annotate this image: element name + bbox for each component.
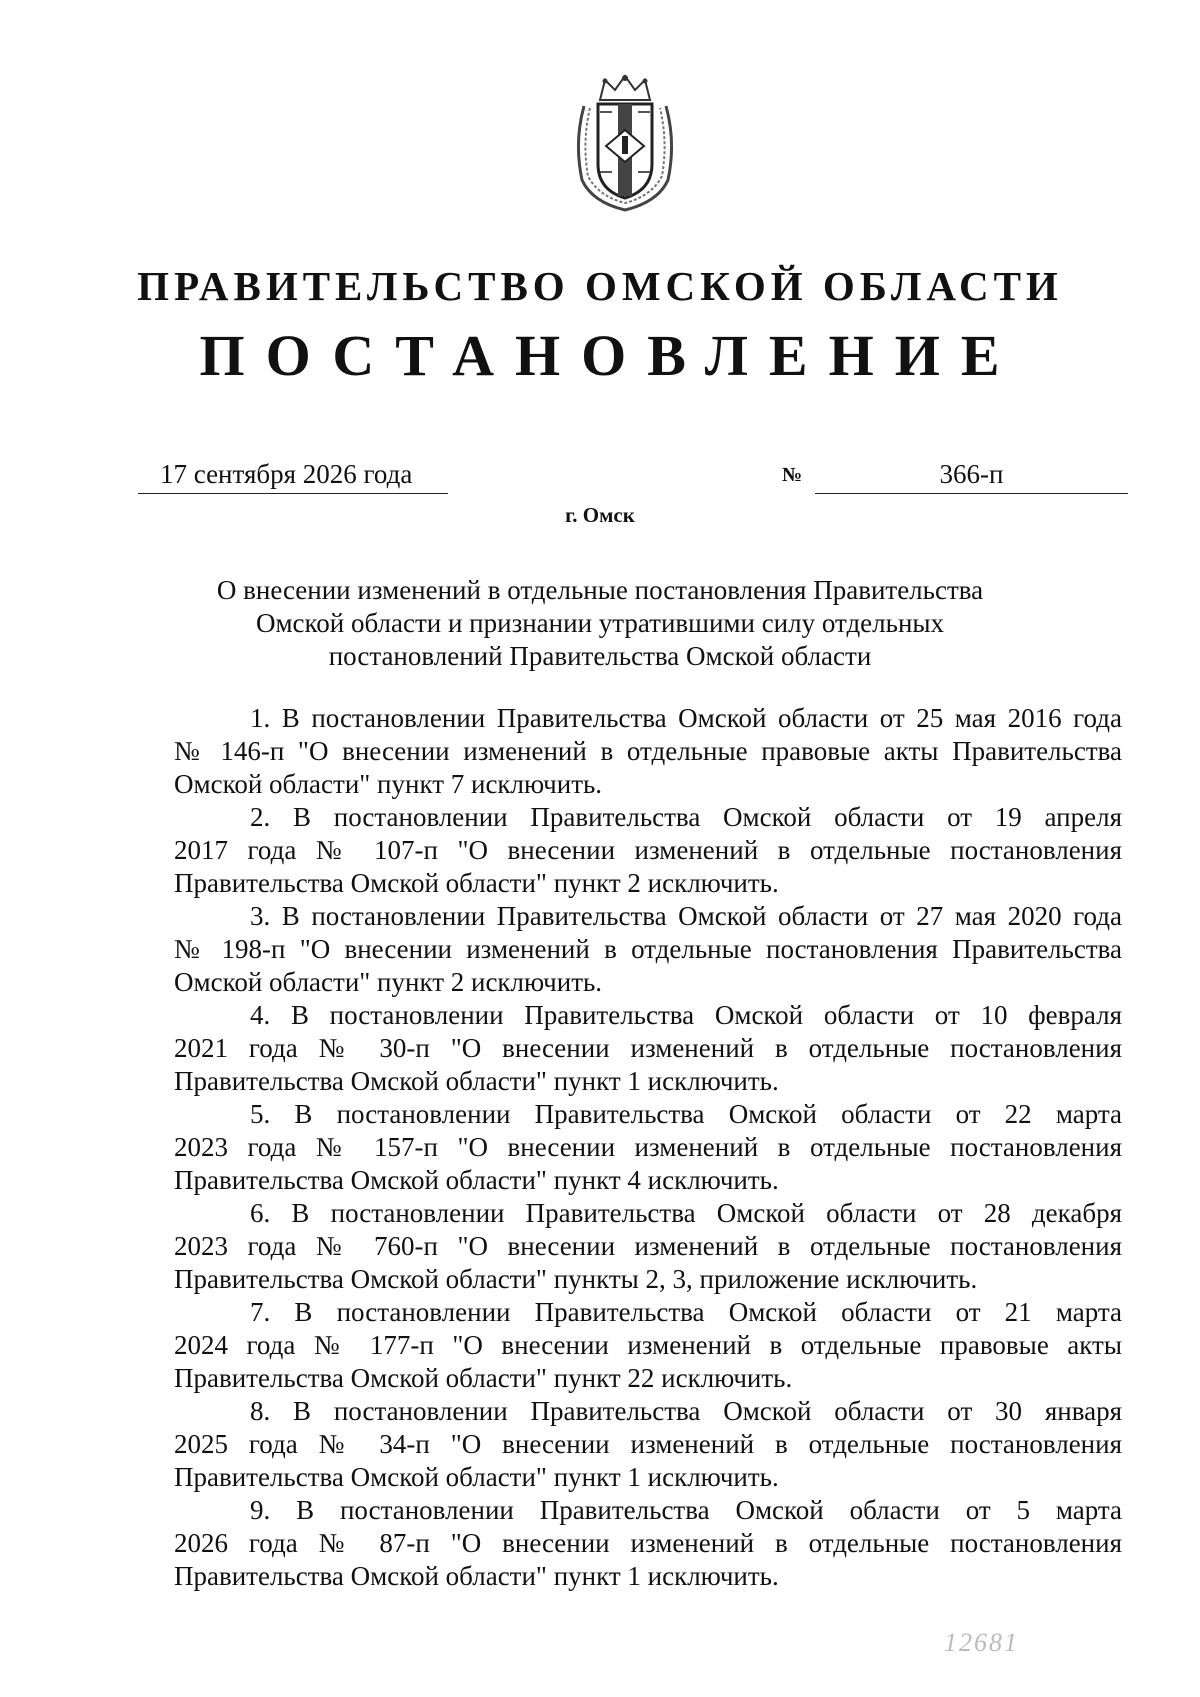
item-line: Правительства Омской области" пункты 2, 3, приложение исключить. [174, 1264, 978, 1294]
item-line: Омской области" пункт 2 исключить. [174, 967, 603, 997]
item-line: Правительства Омской области" пункт 1 исключить. [174, 1462, 779, 1492]
item-line: Правительства Омской области" пункт 2 исключить. [174, 868, 779, 898]
item-line: Правительства Омской области" пункт 1 исключить. [174, 1561, 779, 1591]
resolution-item-8 [174, 1395, 1122, 1494]
subject-line: постановлений Правительства Омской области [328, 641, 872, 671]
item-line: № 146-п "О внесении изменений в отдельные правовые акты Правительства [174, 736, 1122, 766]
subject-line: О внесении изменений в отдельные постановления Правительства [216, 575, 984, 605]
document-date: 17 сентября 2026 года [138, 455, 448, 494]
item-line: 9. В постановлении Правительства Омской области от 5 марта [250, 1495, 1122, 1525]
resolution-item-9 [174, 1494, 1122, 1593]
document-number: 366-п [815, 455, 1128, 494]
item-line: 2017 года № 107-п "О внесении изменений в отдельные постановления [174, 835, 1122, 865]
item-line: 7. В постановлении Правительства Омской области от 21 марта [250, 1297, 1122, 1327]
item-line: 2023 года № 760-п "О внесении изменений в отдельные постановления [174, 1231, 1122, 1261]
item-line: 4. В постановлении Правительства Омской области от 10 февраля [250, 1000, 1122, 1030]
subject-line: Омской области и признании утратившими силу отдельных [255, 608, 945, 638]
city-label: г. Омск [565, 503, 635, 527]
resolution-item-6 [174, 1197, 1122, 1296]
item-line: 3. В постановлении Правительства Омской области от 27 мая 2020 года [250, 901, 1122, 931]
item-line: Правительства Омской области" пункт 4 исключить. [174, 1165, 779, 1195]
item-line: 5. В постановлении Правительства Омской области от 22 марта [250, 1099, 1122, 1129]
item-line: № 198-п "О внесении изменений в отдельные постановления Правительства [174, 934, 1122, 964]
item-line: 8. В постановлении Правительства Омской области от 30 января [250, 1396, 1122, 1426]
item-line: 2021 года № 30-п "О внесении изменений в отдельные постановления [174, 1033, 1122, 1063]
resolution-item-1 [174, 702, 1122, 801]
resolution-item-3 [174, 900, 1122, 999]
item-line: Правительства Омской области" пункт 22 исключить. [174, 1363, 793, 1393]
resolution-item-5 [174, 1098, 1122, 1197]
number-label: № [782, 464, 803, 486]
item-line: 2. В постановлении Правительства Омской области от 19 апреля [250, 802, 1122, 832]
item-line: 6. В постановлении Правительства Омской области от 28 декабря [250, 1198, 1122, 1228]
resolution-item-2 [174, 801, 1122, 900]
item-line: 2026 года № 87-п "О внесении изменений в отдельные постановления [174, 1528, 1122, 1558]
document-subject [0, 574, 1200, 673]
coat-of-arms-emblem [570, 72, 680, 214]
item-line: 2023 года № 157-п "О внесении изменений в отдельные постановления [174, 1132, 1122, 1162]
item-line: 2025 года № 34-п "О внесении изменений в отдельные постановления [174, 1429, 1122, 1459]
resolution-items [174, 702, 1122, 1593]
government-title: ПРАВИТЕЛЬСТВО ОМСКОЙ ОБЛАСТИ [137, 263, 1063, 309]
resolution-item-4 [174, 999, 1122, 1098]
document-type-title: ПОСТАНОВЛЕНИЕ [199, 323, 1021, 388]
item-line: 2024 года № 177-п "О внесении изменений в отдельные правовые акты [174, 1330, 1122, 1360]
item-line: Омской области" пункт 7 исключить. [174, 769, 603, 799]
resolution-item-7 [174, 1296, 1122, 1395]
registration-stamp: 12681 [944, 1628, 1019, 1657]
item-line: Правительства Омской области" пункт 1 исключить. [174, 1066, 779, 1096]
item-line: 1. В постановлении Правительства Омской области от 25 мая 2016 года [250, 703, 1122, 733]
